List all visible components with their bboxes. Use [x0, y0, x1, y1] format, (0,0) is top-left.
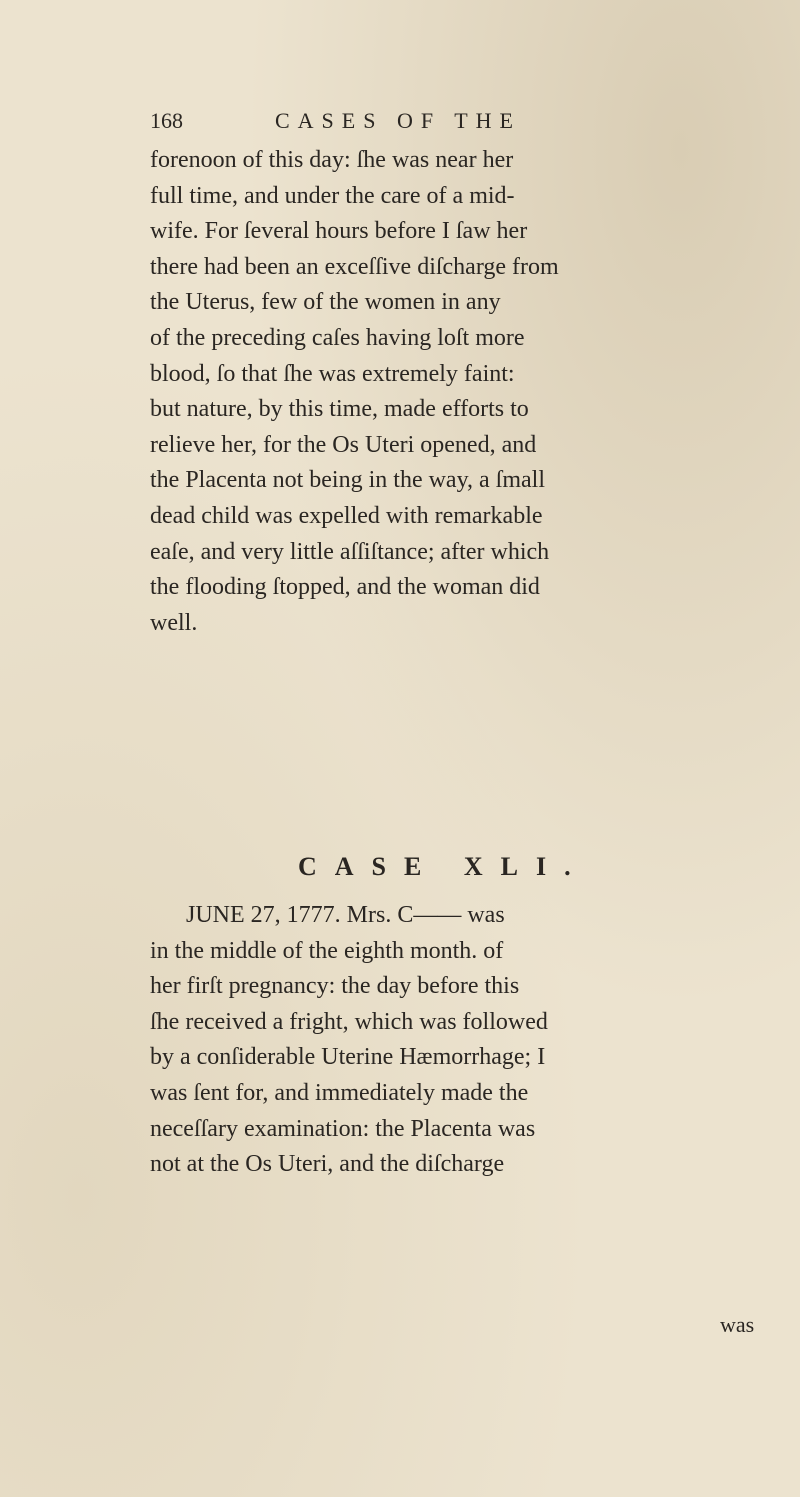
text-line: blood, ſo that ſhe was extremely faint:: [150, 360, 515, 387]
text-line: not at the Os Uteri, and the diſcharge: [150, 1151, 505, 1178]
paragraph-1: [150, 143, 780, 641]
text-line: ſhe received a fright, which was followed: [150, 1008, 548, 1035]
running-head: CASES OF THE: [275, 108, 521, 133]
page-number: 168: [150, 108, 183, 133]
text-line: the Uterus, few of the women in any: [150, 289, 501, 316]
text-line: in the middle of the eighth month. of: [150, 937, 504, 964]
text-line: of the preceding caſes having loſt more: [150, 324, 525, 351]
text-line: dead child was expelled with remarkable: [150, 502, 543, 529]
text-line: well.: [150, 609, 198, 636]
text-line: was ſent for, and immediately made the: [150, 1079, 529, 1106]
text-line: full time, and under the care of a mid-: [150, 182, 515, 209]
text-line: there had been an exceſſive diſcharge from: [150, 253, 559, 280]
catchword: was: [720, 1312, 755, 1337]
text-line: forenoon of this day: ſhe was near her: [150, 147, 514, 173]
text-line: by a conſiderable Uterine Hæmorrhage; I: [150, 1044, 546, 1071]
text-line: her firſt pregnancy: the day before this: [150, 973, 520, 1000]
text-line: wife. For ſeveral hours before I ſaw her: [150, 218, 528, 245]
case-heading: CASE XLI.: [298, 852, 589, 881]
text-line: JUNE 27, 1777. Mrs. C—— was: [186, 902, 505, 928]
paragraph-2: [150, 898, 780, 1183]
page-header: [150, 108, 710, 148]
text-line: the flooding ſtopped, and the woman did: [150, 574, 540, 601]
text-line: the Placenta not being in the way, a ſmall: [150, 467, 545, 494]
text-line: relieve her, for the Os Uteri opened, and: [150, 431, 537, 458]
text-line: but nature, by this time, made efforts to: [150, 396, 529, 423]
text-line: eaſe, and very little aſſiſtance; after which: [150, 538, 550, 565]
text-line: neceſſary examination: the Placenta was: [150, 1115, 536, 1142]
